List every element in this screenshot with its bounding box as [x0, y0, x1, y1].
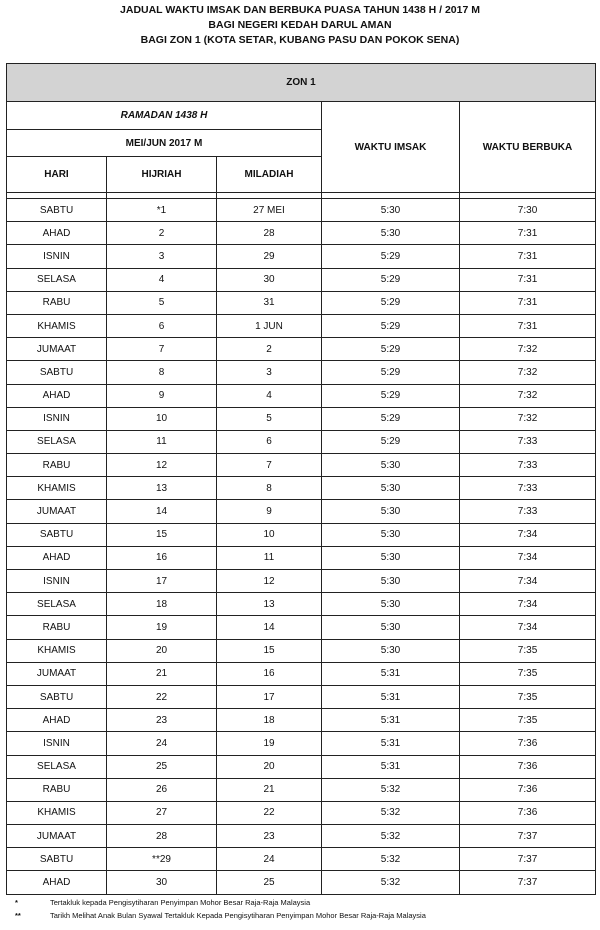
cell-hari: ISNIN: [7, 570, 107, 593]
cell-hari: SABTU: [7, 361, 107, 384]
cell-miladiah: 28: [217, 222, 322, 245]
cell-berbuka: 7:33: [460, 430, 596, 453]
cell-imsak: 5:30: [322, 523, 460, 546]
cell-berbuka: 7:36: [460, 778, 596, 801]
ramadan-header: RAMADAN 1438 H: [7, 102, 322, 130]
cell-berbuka: 7:32: [460, 361, 596, 384]
cell-hari: SELASA: [7, 268, 107, 291]
table-row: [7, 314, 596, 337]
cell-hari: AHAD: [7, 384, 107, 407]
schedule-table: [6, 63, 596, 895]
cell-imsak: 5:31: [322, 732, 460, 755]
cell-hijriah: 11: [107, 430, 217, 453]
cell-imsak: 5:29: [322, 245, 460, 268]
table-row: [7, 662, 596, 685]
cell-hari: ISNIN: [7, 407, 107, 430]
cell-hari: AHAD: [7, 871, 107, 894]
cell-hari: SELASA: [7, 755, 107, 778]
cell-miladiah: 4: [217, 384, 322, 407]
cell-imsak: 5:32: [322, 871, 460, 894]
footnotes: [15, 896, 426, 922]
cell-berbuka: 7:32: [460, 384, 596, 407]
cell-berbuka: 7:34: [460, 523, 596, 546]
footnote-mark: *: [15, 898, 18, 907]
table-body: [7, 199, 596, 895]
cell-berbuka: 7:35: [460, 685, 596, 708]
cell-hijriah: 3: [107, 245, 217, 268]
table-row: [7, 454, 596, 477]
cell-hijriah: 14: [107, 500, 217, 523]
cell-hari: SABTU: [7, 523, 107, 546]
cell-hari: JUMAAT: [7, 825, 107, 848]
footnote-text: Tertakluk kepada Pengisytiharan Penyimpan Mohor Besar Raja-Raja Malaysia: [50, 898, 311, 907]
cell-hijriah: 27: [107, 801, 217, 824]
cell-hari: ISNIN: [7, 245, 107, 268]
cell-hijriah: 9: [107, 384, 217, 407]
table-row: [7, 709, 596, 732]
cell-miladiah: 19: [217, 732, 322, 755]
cell-berbuka: 7:31: [460, 222, 596, 245]
table-row: [7, 570, 596, 593]
title-line-2: BAGI NEGERI KEDAH DARUL AMAN: [208, 19, 392, 31]
cell-berbuka: 7:35: [460, 662, 596, 685]
cell-imsak: 5:30: [322, 639, 460, 662]
cell-hari: JUMAAT: [7, 338, 107, 361]
footnote-1: [15, 896, 426, 909]
cell-miladiah: 31: [217, 291, 322, 314]
cell-berbuka: 7:37: [460, 848, 596, 871]
cell-imsak: 5:30: [322, 222, 460, 245]
cell-hijriah: 6: [107, 314, 217, 337]
table-row: [7, 593, 596, 616]
cell-hari: SELASA: [7, 430, 107, 453]
cell-miladiah: 30: [217, 268, 322, 291]
cell-hari: ISNIN: [7, 732, 107, 755]
cell-berbuka: 7:33: [460, 454, 596, 477]
cell-berbuka: 7:37: [460, 825, 596, 848]
footnote-2: [15, 909, 426, 922]
cell-berbuka: 7:31: [460, 314, 596, 337]
cell-hijriah: 13: [107, 477, 217, 500]
cell-hijriah: 7: [107, 338, 217, 361]
table-row: [7, 361, 596, 384]
cell-miladiah: 12: [217, 570, 322, 593]
cell-berbuka: 7:31: [460, 291, 596, 314]
cell-hari: AHAD: [7, 546, 107, 569]
cell-hijriah: 17: [107, 570, 217, 593]
cell-hari: SABTU: [7, 848, 107, 871]
hari-header: HARI: [7, 157, 107, 193]
cell-miladiah: 7: [217, 454, 322, 477]
cell-hijriah: 18: [107, 593, 217, 616]
cell-berbuka: 7:34: [460, 546, 596, 569]
cell-hari: AHAD: [7, 709, 107, 732]
cell-hari: AHAD: [7, 222, 107, 245]
cell-imsak: 5:31: [322, 685, 460, 708]
table-row: [7, 523, 596, 546]
table-row: [7, 245, 596, 268]
cell-hijriah: 10: [107, 407, 217, 430]
cell-miladiah: 10: [217, 523, 322, 546]
cell-imsak: 5:30: [322, 616, 460, 639]
cell-miladiah: 22: [217, 801, 322, 824]
cell-berbuka: 7:34: [460, 593, 596, 616]
cell-imsak: 5:30: [322, 477, 460, 500]
cell-miladiah: 1 JUN: [217, 314, 322, 337]
table-row: [7, 222, 596, 245]
cell-imsak: 5:29: [322, 291, 460, 314]
cell-hijriah: 22: [107, 685, 217, 708]
cell-hijriah: 23: [107, 709, 217, 732]
imsak-header: WAKTU IMSAK: [322, 102, 460, 193]
cell-hijriah: 16: [107, 546, 217, 569]
cell-miladiah: 13: [217, 593, 322, 616]
cell-miladiah: 17: [217, 685, 322, 708]
cell-imsak: 5:29: [322, 384, 460, 407]
cell-berbuka: 7:32: [460, 407, 596, 430]
cell-miladiah: 16: [217, 662, 322, 685]
cell-berbuka: 7:31: [460, 245, 596, 268]
table-row: [7, 825, 596, 848]
cell-hari: RABU: [7, 454, 107, 477]
cell-imsak: 5:30: [322, 570, 460, 593]
cell-hijriah: 8: [107, 361, 217, 384]
table-row: [7, 616, 596, 639]
cell-hijriah: 2: [107, 222, 217, 245]
cell-imsak: 5:32: [322, 778, 460, 801]
table-row: [7, 801, 596, 824]
cell-hari: RABU: [7, 616, 107, 639]
title-line-1: JADUAL WAKTU IMSAK DAN BERBUKA PUASA TAHUN 1438 H / 2017 M: [120, 4, 480, 16]
cell-berbuka: 7:32: [460, 338, 596, 361]
cell-berbuka: 7:33: [460, 500, 596, 523]
cell-hari: KHAMIS: [7, 639, 107, 662]
berbuka-header: WAKTU BERBUKA: [460, 102, 596, 193]
table-row: [7, 384, 596, 407]
cell-hijriah: **29: [107, 848, 217, 871]
table-row: [7, 778, 596, 801]
table-row: [7, 755, 596, 778]
cell-miladiah: 18: [217, 709, 322, 732]
cell-berbuka: 7:36: [460, 755, 596, 778]
cell-imsak: 5:29: [322, 338, 460, 361]
cell-miladiah: 5: [217, 407, 322, 430]
cell-imsak: 5:30: [322, 593, 460, 616]
cell-berbuka: 7:34: [460, 570, 596, 593]
miladiah-header: MILADIAH: [217, 157, 322, 193]
cell-miladiah: 24: [217, 848, 322, 871]
cell-hijriah: 26: [107, 778, 217, 801]
cell-hijriah: 4: [107, 268, 217, 291]
cell-hari: JUMAAT: [7, 662, 107, 685]
cell-hijriah: 21: [107, 662, 217, 685]
cell-hari: SABTU: [7, 685, 107, 708]
table-row: [7, 291, 596, 314]
cell-miladiah: 21: [217, 778, 322, 801]
hijriah-header: HIJRIAH: [107, 157, 217, 193]
cell-hari: RABU: [7, 778, 107, 801]
cell-imsak: 5:30: [322, 199, 460, 222]
cell-hijriah: *1: [107, 199, 217, 222]
table-row: [7, 199, 596, 222]
cell-berbuka: 7:35: [460, 709, 596, 732]
cell-berbuka: 7:33: [460, 477, 596, 500]
table-row: [7, 338, 596, 361]
cell-hijriah: 30: [107, 871, 217, 894]
cell-berbuka: 7:35: [460, 639, 596, 662]
table-row: [7, 500, 596, 523]
cell-hari: KHAMIS: [7, 477, 107, 500]
cell-miladiah: 25: [217, 871, 322, 894]
cell-imsak: 5:31: [322, 755, 460, 778]
footnote-mark: **: [15, 911, 21, 920]
cell-imsak: 5:32: [322, 848, 460, 871]
cell-miladiah: 8: [217, 477, 322, 500]
title-line-3: BAGI ZON 1 (KOTA SETAR, KUBANG PASU DAN POKOK SENA): [140, 34, 460, 46]
table-row: [7, 871, 596, 894]
table-row: [7, 407, 596, 430]
cell-berbuka: 7:37: [460, 871, 596, 894]
cell-hijriah: 24: [107, 732, 217, 755]
cell-hijriah: 19: [107, 616, 217, 639]
table-row: [7, 430, 596, 453]
cell-miladiah: 11: [217, 546, 322, 569]
cell-miladiah: 23: [217, 825, 322, 848]
cell-miladiah: 29: [217, 245, 322, 268]
cell-hari: JUMAAT: [7, 500, 107, 523]
cell-imsak: 5:30: [322, 546, 460, 569]
cell-miladiah: 6: [217, 430, 322, 453]
cell-hijriah: 15: [107, 523, 217, 546]
cell-hari: RABU: [7, 291, 107, 314]
cell-berbuka: 7:36: [460, 801, 596, 824]
cell-hijriah: 12: [107, 454, 217, 477]
cell-hijriah: 5: [107, 291, 217, 314]
table-row: [7, 268, 596, 291]
cell-imsak: 5:29: [322, 407, 460, 430]
table-row: [7, 639, 596, 662]
cell-imsak: 5:29: [322, 314, 460, 337]
months-header: MEI/JUN 2017 M: [7, 130, 322, 157]
cell-hijriah: 28: [107, 825, 217, 848]
cell-hari: SELASA: [7, 593, 107, 616]
cell-berbuka: 7:36: [460, 732, 596, 755]
table-row: [7, 477, 596, 500]
cell-imsak: 5:29: [322, 268, 460, 291]
cell-berbuka: 7:34: [460, 616, 596, 639]
cell-berbuka: 7:31: [460, 268, 596, 291]
cell-miladiah: 15: [217, 639, 322, 662]
cell-imsak: 5:30: [322, 500, 460, 523]
table-row: [7, 848, 596, 871]
cell-miladiah: 27 MEI: [217, 199, 322, 222]
cell-imsak: 5:30: [322, 454, 460, 477]
document-title: [0, 3, 600, 48]
footnote-text: Tarikh Melihat Anak Bulan Syawal Tertakluk Kepada Pengisytiharan Penyimpan Mohor Besar Raja-Raja Malaysia: [50, 911, 426, 920]
cell-hari: KHAMIS: [7, 314, 107, 337]
zone-header: ZON 1: [7, 64, 596, 102]
cell-berbuka: 7:30: [460, 199, 596, 222]
cell-miladiah: 2: [217, 338, 322, 361]
cell-imsak: 5:29: [322, 361, 460, 384]
cell-hijriah: 20: [107, 639, 217, 662]
cell-miladiah: 14: [217, 616, 322, 639]
cell-miladiah: 3: [217, 361, 322, 384]
cell-imsak: 5:29: [322, 430, 460, 453]
cell-imsak: 5:32: [322, 825, 460, 848]
cell-imsak: 5:31: [322, 709, 460, 732]
cell-hari: SABTU: [7, 199, 107, 222]
cell-hijriah: 25: [107, 755, 217, 778]
table-row: [7, 546, 596, 569]
cell-imsak: 5:31: [322, 662, 460, 685]
cell-miladiah: 20: [217, 755, 322, 778]
cell-hari: KHAMIS: [7, 801, 107, 824]
table-row: [7, 732, 596, 755]
table-row: [7, 685, 596, 708]
cell-imsak: 5:32: [322, 801, 460, 824]
cell-miladiah: 9: [217, 500, 322, 523]
